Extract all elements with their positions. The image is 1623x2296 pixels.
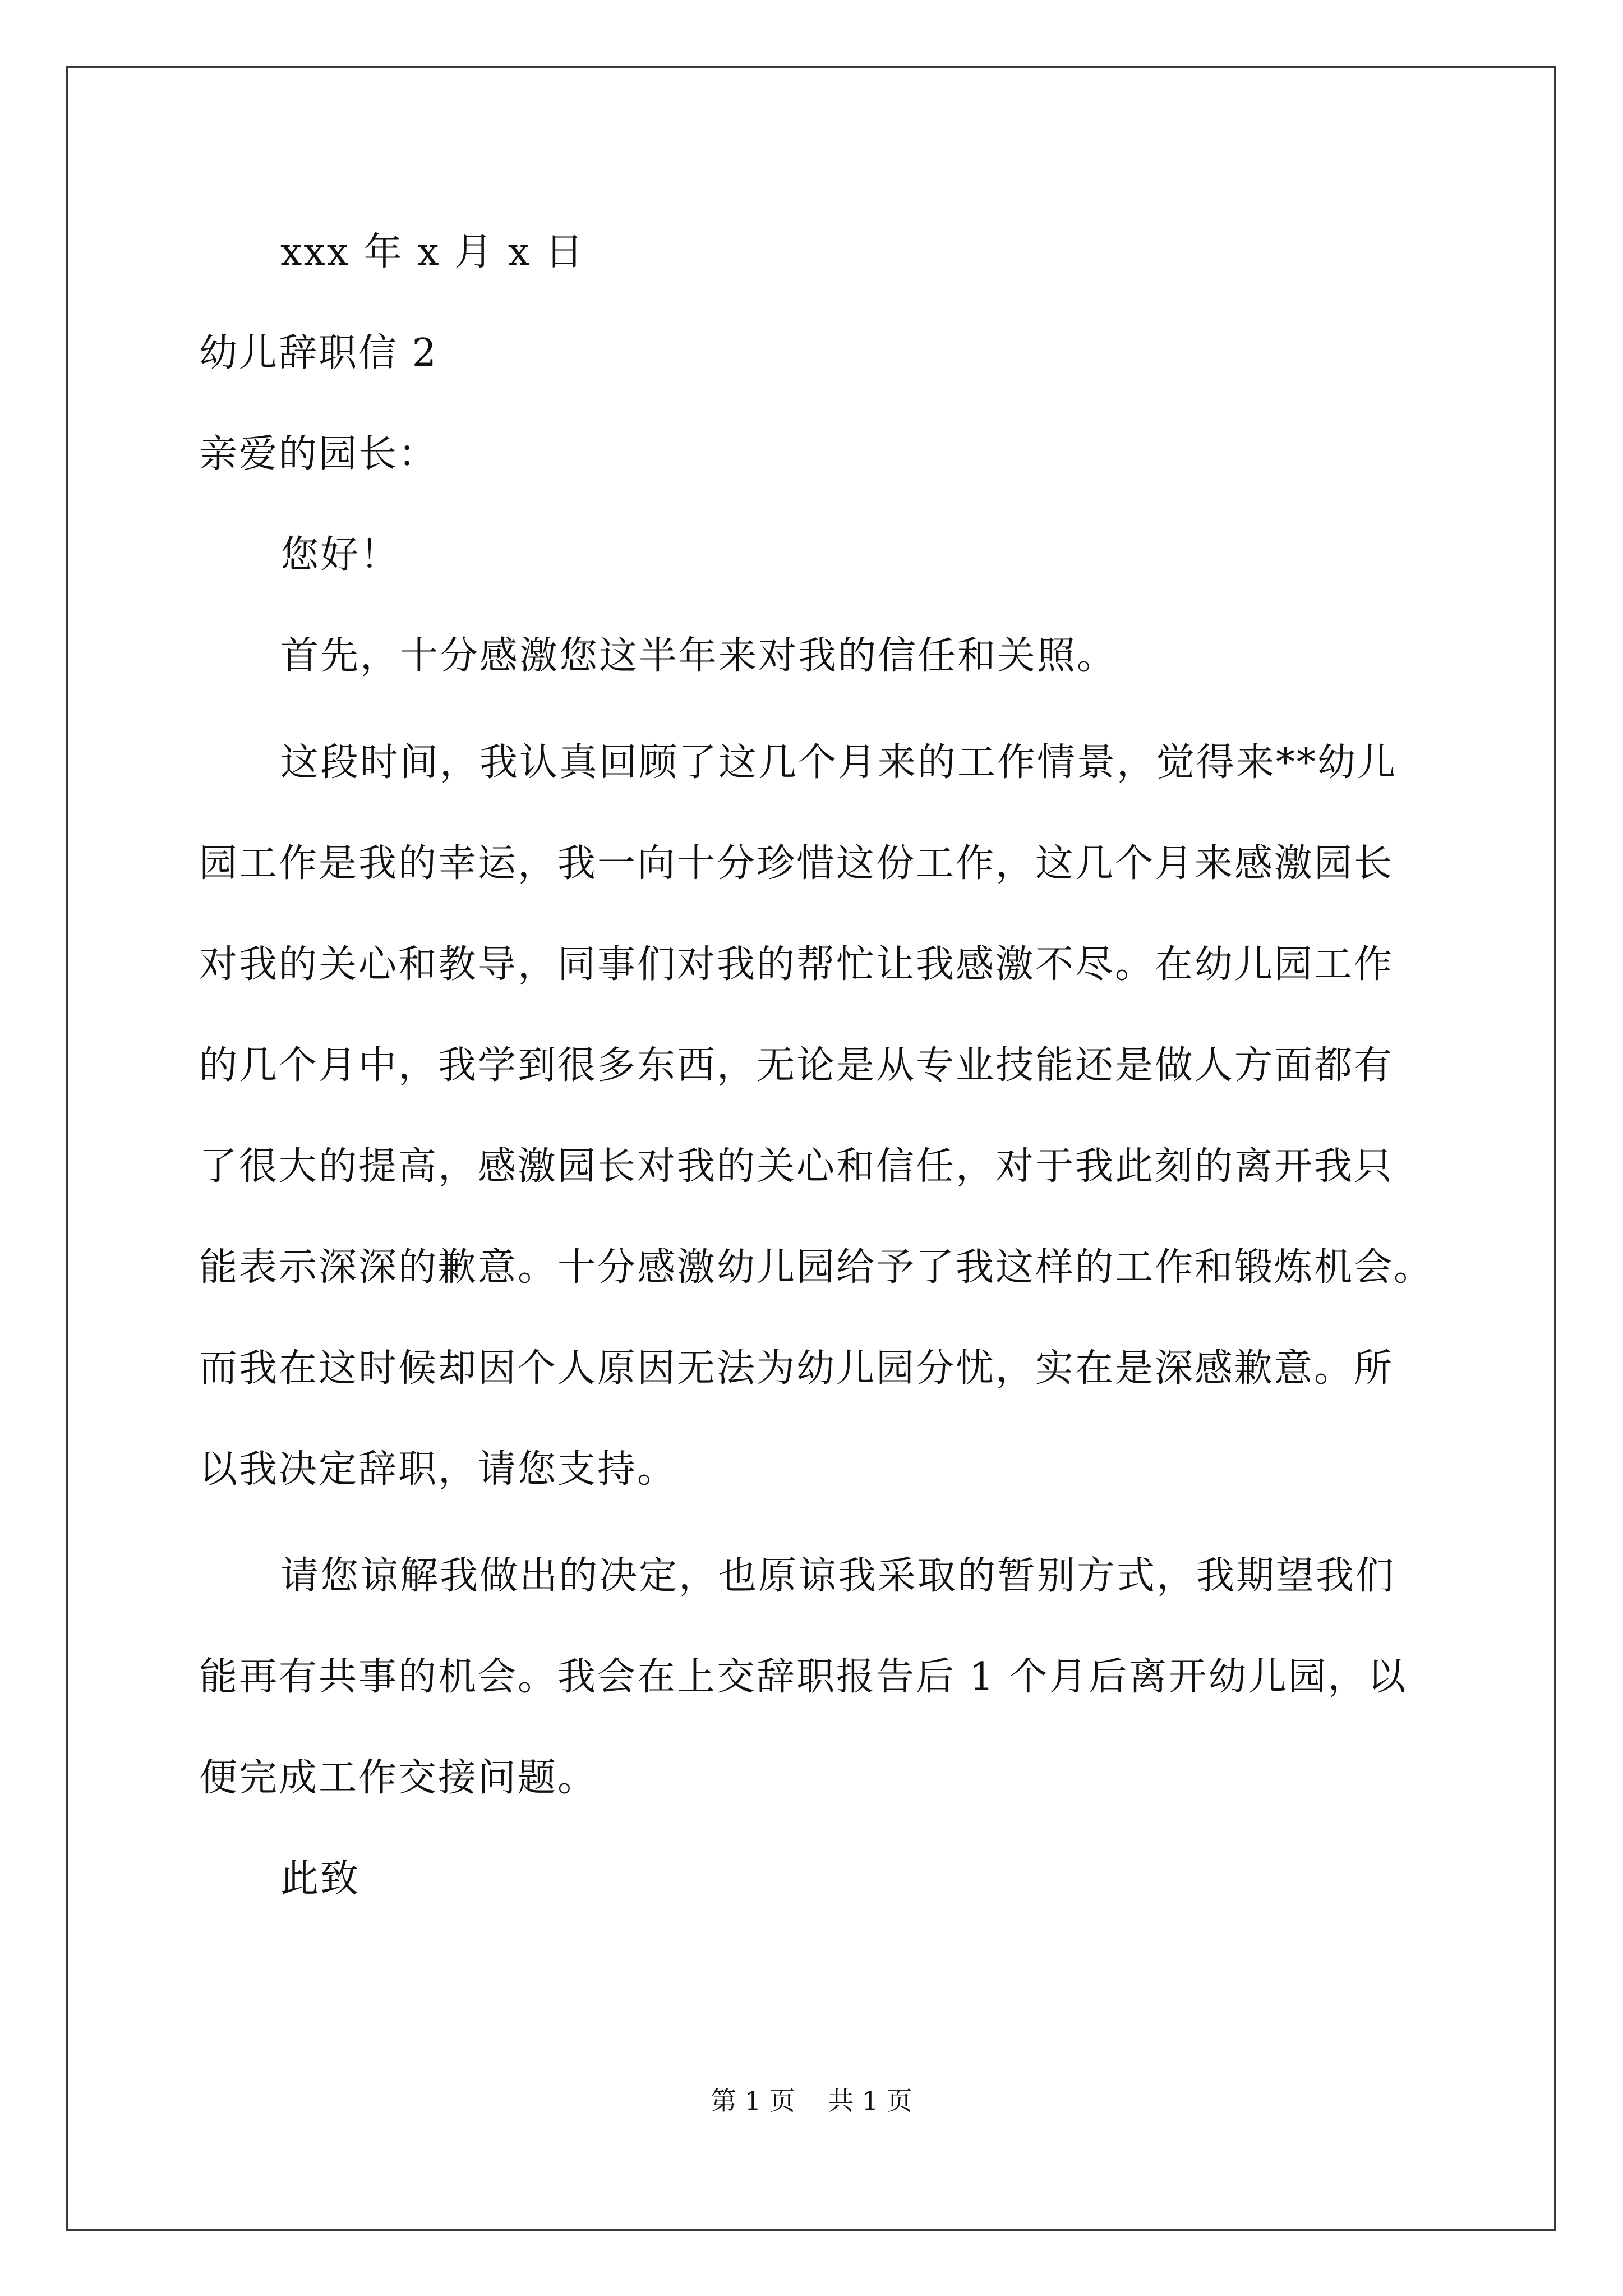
salutation: 亲爱的园长： (199, 432, 439, 476)
paragraph-2-line: 这段时间，我认真回顾了这几个月来的工作情景，觉得来**幼儿 (280, 740, 1398, 785)
paragraph-2-line: 对我的关心和教导，同事们对我的帮忙让我感激不尽。在幼儿园工作 (199, 942, 1394, 987)
date-line: xxx 年 x 月 x 日 (280, 230, 585, 274)
page-footer: 第 1 页 共 1 页 (711, 2086, 912, 2116)
closing: 此致 (280, 1857, 361, 1901)
paragraph-3-line: 便完成工作交接问题。 (199, 1756, 598, 1800)
paragraph-2-line: 园工作是我的幸运，我一向十分珍惜这份工作，这几个月来感激园长 (199, 841, 1394, 886)
paragraph-1-line: 首先，十分感激您这半年来对我的信任和关照。 (280, 634, 1117, 678)
paragraph-3-line: 能再有共事的机会。我会在上交辞职报告后 1 个月后离开幼儿园，以 (199, 1655, 1408, 1699)
paragraph-3-line: 请您谅解我做出的决定，也原谅我采取的暂别方式，我期望我们 (280, 1554, 1396, 1598)
paragraph-2-line: 的几个月中，我学到很多东西，无论是从专业技能还是做人方面都有 (199, 1043, 1394, 1088)
paragraph-2-line: 而我在这时候却因个人原因无法为幼儿园分忧，实在是深感歉意。所 (199, 1346, 1394, 1391)
paragraph-2-line: 了很大的提高，感激园长对我的关心和信任，对于我此刻的离开我只 (199, 1144, 1394, 1189)
paragraph-2-line: 以我决定辞职，请您支持。 (199, 1447, 677, 1492)
letter-title: 幼儿辞职信 2 (199, 331, 438, 375)
paragraph-2-line: 能表示深深的歉意。十分感激幼儿园给予了我这样的工作和锻炼机会。 (199, 1245, 1434, 1290)
greeting: 您好！ (280, 533, 400, 577)
